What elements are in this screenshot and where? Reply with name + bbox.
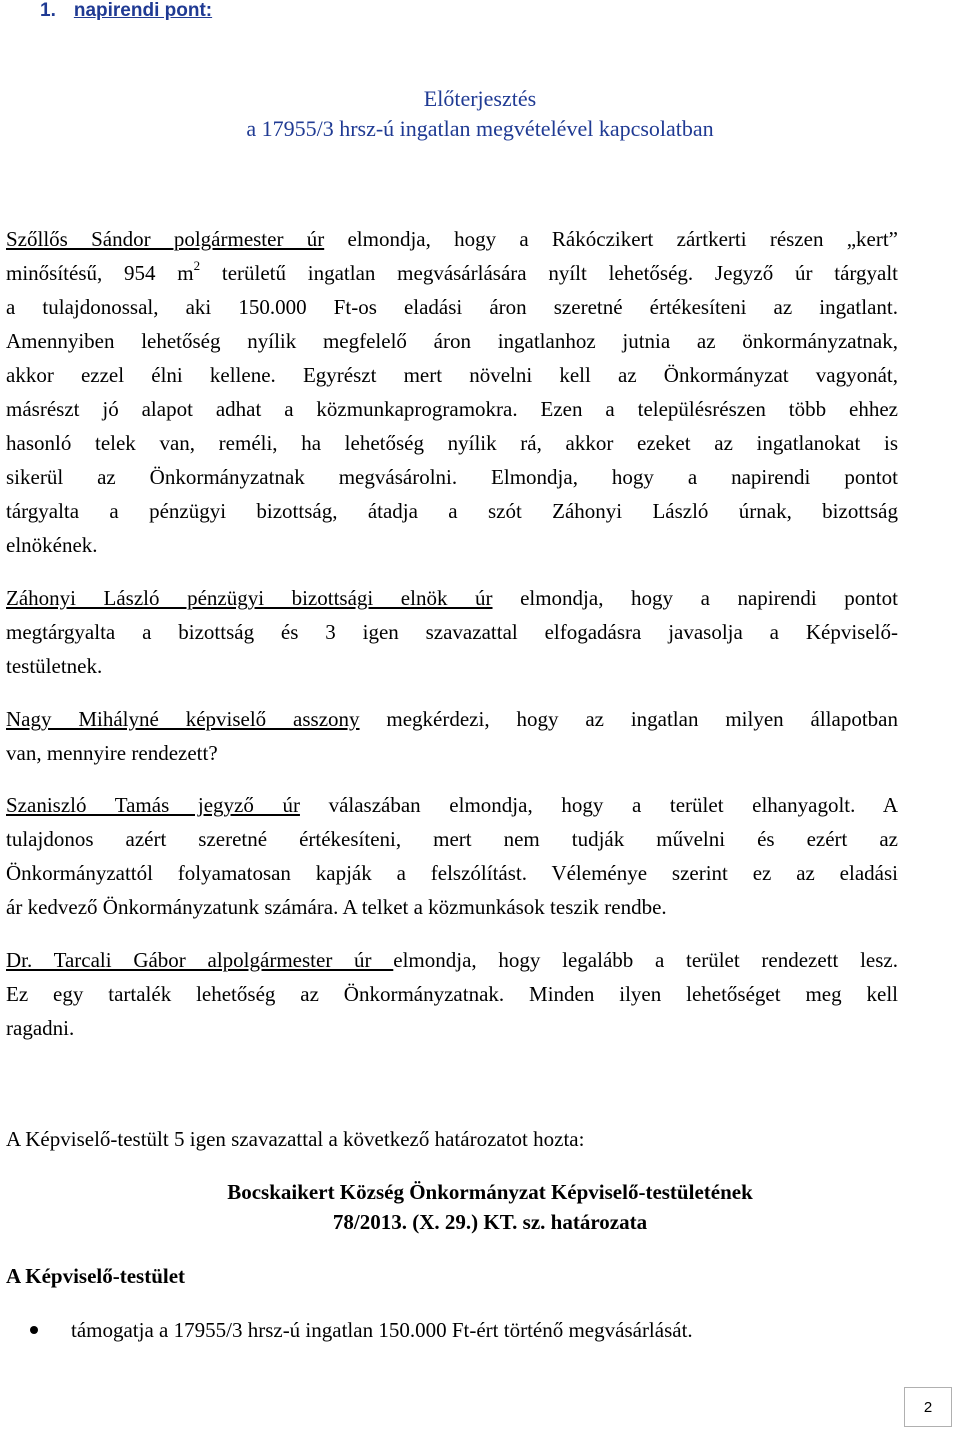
speaker-name: Nagy Mihályné képviselő asszony bbox=[6, 707, 360, 731]
paragraph-line: elnökének. bbox=[6, 533, 98, 557]
resolution-bullet-text: támogatja a 17955/3 hrsz-ú ingatlan 150.000 Ft-ért történő megvásárlását. bbox=[71, 1318, 693, 1342]
document-subtitle: a 17955/3 hrsz-ú ingatlan megvételével kapcsolatban bbox=[246, 116, 714, 141]
resolution-body-label: A Képviselő-testület bbox=[6, 1264, 186, 1288]
paragraph-mayor bbox=[6, 222, 898, 562]
paragraph-text: elmondja, hogy a napirendi pontot bbox=[492, 586, 898, 610]
paragraph-text: elmondja, hogy legalább a terület rendezett lesz. bbox=[393, 948, 898, 972]
paragraph-line: Ez egy tartalék lehetőség az Önkormányzatnak. Minden ilyen lehetőséget meg kell bbox=[6, 982, 898, 1006]
resolution-bullet bbox=[30, 1315, 693, 1345]
paragraph-text: elmondja, hogy a Rákóczikert zártkerti részen „kert” bbox=[324, 227, 898, 251]
paragraph-text: megkérdezi, hogy az ingatlan milyen állapotban bbox=[359, 707, 898, 731]
paragraph-text: válaszában elmondja, hogy a terület elhanyagolt. A bbox=[299, 793, 898, 817]
paragraph-representative-question bbox=[6, 702, 898, 770]
paragraph-notary-answer bbox=[6, 788, 898, 924]
resolution-title: Bocskaikert Község Önkormányzat Képviselő-testületének bbox=[227, 1180, 753, 1204]
paragraph-line: van, mennyire rendezett? bbox=[6, 741, 218, 765]
paragraph-line: Önkormányzattól folyamatosan kapják a felszólítást. Véleménye szerint ez az eladási bbox=[6, 861, 898, 885]
superscript: 2 bbox=[193, 258, 201, 273]
agenda-number: 1. bbox=[40, 0, 56, 21]
paragraph-line: megtárgyalta a bizottság és 3 igen szavazattal elfogadásra javasolja a Képviselő- bbox=[6, 620, 898, 644]
paragraph-line: tárgyalta a pénzügyi bizottság, átadja a szót Záhonyi László úrnak, bizottság bbox=[6, 499, 898, 523]
paragraph-line: ár kedvező Önkormányzatunk számára. A telket a közmunkások teszik rendbe. bbox=[6, 895, 667, 919]
speaker-name: Szaniszló Tamás jegyző úr bbox=[6, 793, 300, 817]
paragraph-line: a tulajdonossal, aki 150.000 Ft-os eladási áron szeretné értékesíteni az ingatlant. bbox=[6, 295, 898, 319]
paragraph-committee-chair bbox=[6, 581, 898, 683]
paragraph-line: sikerül az Önkormányzatnak megvásárolni. Elmondja, hogy a napirendi pontot bbox=[6, 465, 898, 489]
paragraph-line: testületnek. bbox=[6, 654, 103, 678]
paragraph-line: tulajdonos azért szeretné értékesíteni, mert nem tudják művelni és ezért az bbox=[6, 827, 898, 851]
resolution-number: 78/2013. (X. 29.) KT. sz. határozata bbox=[332, 1210, 648, 1234]
decision-intro: A Képviselő-testült 5 igen szavazattal a következő határozatot hozta: bbox=[6, 1127, 585, 1151]
agenda-title: napirendi pont: bbox=[73, 0, 213, 21]
paragraph-line: Amennyiben lehetőség nyílik megfelelő áron ingatlanhoz jutnia az önkormányzatnak, bbox=[6, 329, 898, 353]
agenda-heading bbox=[40, 0, 212, 22]
speaker-name: Dr. Tarcali Gábor alpolgármester úr bbox=[6, 948, 394, 972]
bullet-icon bbox=[30, 1326, 38, 1334]
document-title: Előterjesztés bbox=[423, 86, 537, 111]
page-number: 2 bbox=[904, 1387, 952, 1427]
paragraph-line: másrészt jó alapot adhat a közmunkaprogramokra. Ezen a településrészen több ehhez bbox=[6, 397, 898, 421]
speaker-name: Záhonyi László pénzügyi bizottsági elnök úr bbox=[6, 586, 493, 610]
paragraph-line: ragadni. bbox=[6, 1016, 75, 1040]
paragraph-line: hasonló telek van, reméli, ha lehetőség nyílik rá, akkor ezeket az ingatlanokat is bbox=[6, 431, 898, 455]
paragraph-text: minősítésű, 954 m bbox=[6, 261, 194, 285]
paragraph-deputy-mayor bbox=[6, 943, 898, 1045]
speaker-name: Szőllős Sándor polgármester úr bbox=[6, 227, 325, 251]
paragraph-line: akkor ezzel élni kellene. Egyrészt mert növelni kell az Önkormányzat vagyonát, bbox=[6, 363, 898, 387]
paragraph-text: területű ingatlan megvásárlására nyílt lehetőség. Jegyző úr tárgyalt bbox=[200, 261, 898, 285]
